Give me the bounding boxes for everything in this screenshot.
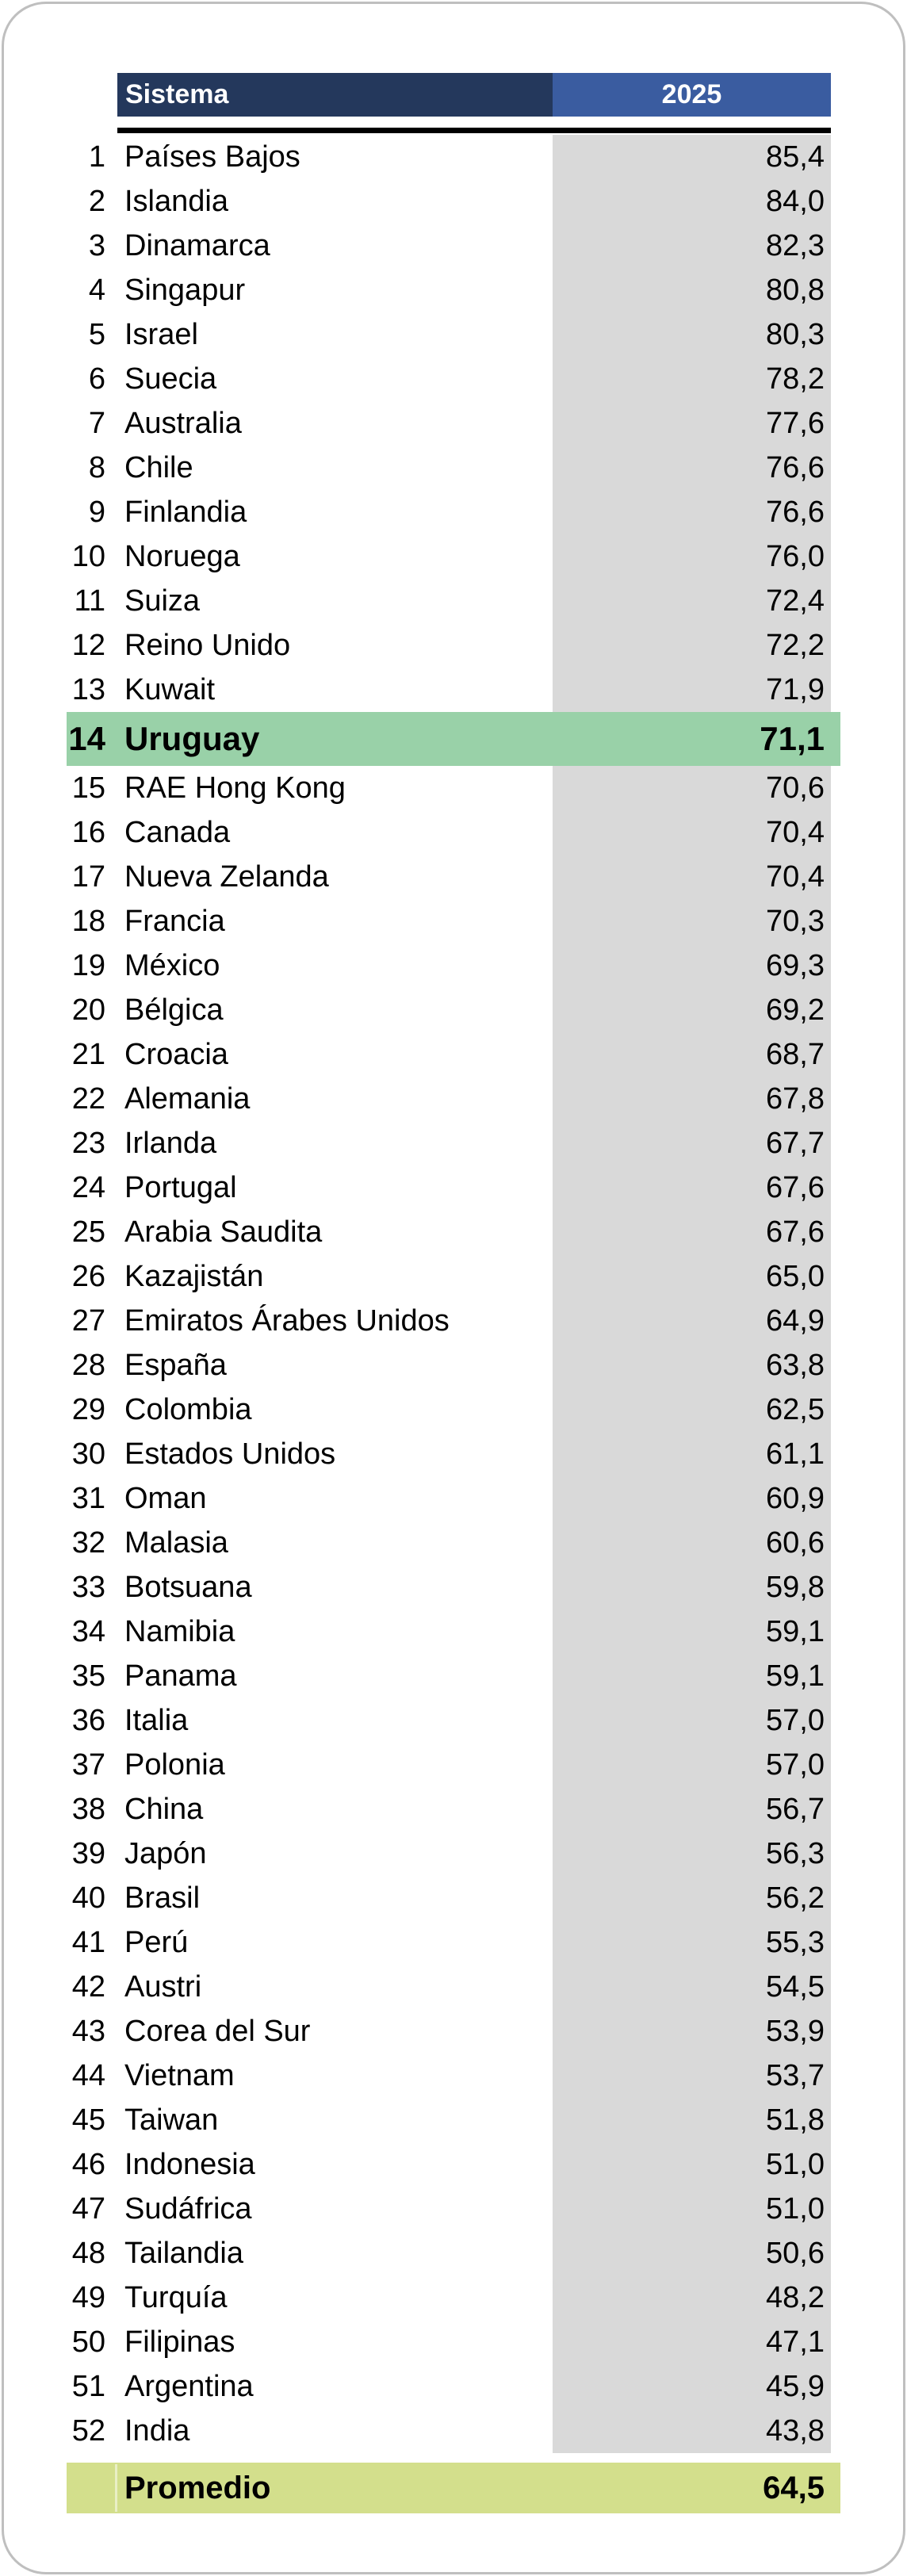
score-cell: 76,0 <box>553 534 831 579</box>
table-row <box>67 1743 840 1787</box>
table-body <box>0 135 907 2453</box>
score-cell: 76,6 <box>553 446 831 490</box>
country-name: Croacia <box>124 1037 228 1071</box>
score-cell: 56,3 <box>553 1832 831 1876</box>
score-cell: 78,2 <box>553 357 831 401</box>
table-row <box>67 855 840 899</box>
table-row <box>67 1343 840 1388</box>
rank-cell: 44 <box>71 2058 105 2092</box>
rank-cell: 11 <box>74 584 105 618</box>
table-row <box>67 2187 840 2231</box>
table-row <box>67 268 840 312</box>
rank-cell: 27 <box>71 1303 105 1338</box>
score-cell: 56,7 <box>553 1787 831 1832</box>
country-name: Polonia <box>124 1747 225 1782</box>
rank-cell: 12 <box>71 628 105 662</box>
country-name: Indonesia <box>124 2147 255 2181</box>
country-name: India <box>124 2413 190 2448</box>
table-row-highlighted <box>67 712 840 766</box>
rank-cell: 7 <box>88 406 105 440</box>
rank-cell: 8 <box>88 450 105 484</box>
country-name: Perú <box>124 1925 189 1959</box>
rank-cell: 5 <box>88 317 105 351</box>
country-name: Arabia Saudita <box>124 1215 323 1249</box>
table-row <box>67 1787 840 1832</box>
table-row <box>67 1476 840 1521</box>
score-cell: 69,3 <box>553 944 831 988</box>
table-row <box>67 1654 840 1698</box>
score-cell: 63,8 <box>553 1343 831 1388</box>
table-row <box>67 944 840 988</box>
score-cell: 56,2 <box>553 1876 831 1920</box>
table-row <box>67 988 840 1032</box>
score-cell: 61,1 <box>553 1432 831 1476</box>
score-cell: 47,1 <box>553 2320 831 2364</box>
country-name: Dinamarca <box>124 228 270 262</box>
country-name: Turquía <box>124 2280 228 2314</box>
score-cell: 51,0 <box>553 2187 831 2231</box>
table-row <box>67 490 840 534</box>
country-name: Portugal <box>124 1170 237 1204</box>
score-cell: 72,4 <box>553 579 831 623</box>
country-name: Japón <box>124 1836 207 1870</box>
country-name: Corea del Sur <box>124 2014 311 2048</box>
score-cell: 82,3 <box>553 224 831 268</box>
rank-cell: 46 <box>71 2147 105 2181</box>
rank-cell: 40 <box>71 1881 105 1915</box>
table-header-row <box>117 73 831 117</box>
table-row <box>67 1610 840 1654</box>
score-cell: 57,0 <box>553 1743 831 1787</box>
rank-cell: 1 <box>88 140 105 174</box>
score-cell: 72,2 <box>553 623 831 668</box>
country-name: Reino Unido <box>124 628 291 662</box>
country-name: Kuwait <box>124 672 216 706</box>
country-name: Italia <box>124 1703 189 1737</box>
table-row <box>67 2009 840 2054</box>
rank-cell: 36 <box>71 1703 105 1737</box>
rank-cell: 28 <box>71 1348 105 1382</box>
score-cell: 54,5 <box>553 1965 831 2009</box>
country-name: Filipinas <box>124 2325 235 2359</box>
rank-cell: 17 <box>71 859 105 894</box>
rank-cell: 38 <box>71 1792 105 1826</box>
rank-cell: 6 <box>88 362 105 396</box>
rank-cell: 3 <box>88 228 105 262</box>
rank-cell: 39 <box>71 1836 105 1870</box>
country-name: Vietnam <box>124 2058 235 2092</box>
score-cell: 70,4 <box>553 855 831 899</box>
score-cell: 48,2 <box>553 2276 831 2320</box>
table-row <box>67 1565 840 1610</box>
score-cell: 60,6 <box>553 1521 831 1565</box>
score-cell: 43,8 <box>553 2409 831 2453</box>
rank-cell: 24 <box>71 1170 105 1204</box>
table-row <box>67 2320 840 2364</box>
country-name: Colombia <box>124 1392 252 1426</box>
country-name: Finlandia <box>124 495 247 529</box>
rank-cell: 41 <box>71 1925 105 1959</box>
country-name: Suecia <box>124 362 217 396</box>
country-name: Malasia <box>124 1525 228 1560</box>
score-cell: 80,3 <box>553 312 831 357</box>
score-cell: 59,1 <box>553 1610 831 1654</box>
country-name: Israel <box>124 317 198 351</box>
score-cell: 80,8 <box>553 268 831 312</box>
country-name: Noruega <box>124 539 240 573</box>
table-row <box>67 312 840 357</box>
rank-cell: 29 <box>71 1392 105 1426</box>
score-cell: 71,9 <box>553 668 831 712</box>
country-name: Canada <box>124 815 231 849</box>
rank-cell: 13 <box>71 672 105 706</box>
table-row <box>67 1299 840 1343</box>
rank-cell: 34 <box>71 1614 105 1648</box>
country-name: España <box>124 1348 227 1382</box>
rank-cell: 16 <box>71 815 105 849</box>
score-cell: 70,3 <box>553 899 831 944</box>
table-row <box>67 1876 840 1920</box>
rank-cell: 49 <box>71 2280 105 2314</box>
score-cell: 51,8 <box>553 2098 831 2142</box>
table-row <box>67 1077 840 1121</box>
table-row <box>67 357 840 401</box>
table-row <box>67 1388 840 1432</box>
score-cell: 70,4 <box>553 810 831 855</box>
header-divider <box>117 128 831 133</box>
table-row <box>67 534 840 579</box>
table-row <box>67 1832 840 1876</box>
average-row <box>67 2463 840 2513</box>
table-row <box>67 2054 840 2098</box>
rank-cell: 26 <box>71 1259 105 1293</box>
score-cell: 53,9 <box>553 2009 831 2054</box>
rank-cell: 31 <box>71 1481 105 1515</box>
rank-cell: 2 <box>88 184 105 218</box>
country-name: Alemania <box>124 1081 251 1116</box>
score-cell: 68,7 <box>553 1032 831 1077</box>
table-row <box>67 1698 840 1743</box>
rank-cell: 19 <box>71 948 105 982</box>
rank-cell: 32 <box>71 1525 105 1560</box>
rank-cell: 33 <box>71 1570 105 1604</box>
table-row <box>67 1965 840 2009</box>
table-row <box>67 623 840 668</box>
country-name: Singapur <box>124 273 246 307</box>
table-row <box>67 1254 840 1299</box>
rank-cell: 15 <box>71 771 105 805</box>
country-name: Australia <box>124 406 242 440</box>
rank-cell: 20 <box>71 993 105 1027</box>
score-cell: 64,9 <box>553 1299 831 1343</box>
rank-cell: 45 <box>71 2103 105 2137</box>
rank-cell: 50 <box>71 2325 105 2359</box>
rank-cell: 10 <box>71 539 105 573</box>
rank-cell: 30 <box>71 1437 105 1471</box>
score-cell: 71,1 <box>760 720 825 757</box>
average-value: 64,5 <box>763 2470 825 2505</box>
rank-cell: 48 <box>71 2236 105 2270</box>
country-name: Argentina <box>124 2369 254 2403</box>
rank-cell: 4 <box>88 273 105 307</box>
country-name: Sudáfrica <box>124 2191 252 2226</box>
score-cell: 59,8 <box>553 1565 831 1610</box>
score-cell: 67,6 <box>553 1210 831 1254</box>
score-cell: 67,7 <box>553 1121 831 1166</box>
country-name: Nueva Zelanda <box>124 859 329 894</box>
country-name: Namibia <box>124 1614 235 1648</box>
country-name: Kazajistán <box>124 1259 264 1293</box>
country-name: Oman <box>124 1481 207 1515</box>
score-cell: 45,9 <box>553 2364 831 2409</box>
average-row-divider <box>115 2464 117 2512</box>
country-name: Islandia <box>124 184 228 218</box>
table-row <box>67 135 840 179</box>
country-name: China <box>124 1792 204 1826</box>
score-cell: 55,3 <box>553 1920 831 1965</box>
country-name: México <box>124 948 220 982</box>
country-name: Taiwan <box>124 2103 219 2137</box>
rank-cell: 9 <box>88 495 105 529</box>
rank-cell: 21 <box>71 1037 105 1071</box>
country-name: Austri <box>124 1969 202 2004</box>
score-cell: 60,9 <box>553 1476 831 1521</box>
country-name: Países Bajos <box>124 140 300 174</box>
country-name: Uruguay <box>124 720 260 757</box>
score-cell: 76,6 <box>553 490 831 534</box>
table-row <box>67 579 840 623</box>
table-row <box>67 810 840 855</box>
country-name: Irlanda <box>124 1126 217 1160</box>
rank-cell: 52 <box>71 2413 105 2448</box>
table-row <box>67 1032 840 1077</box>
average-label: Promedio <box>124 2470 271 2505</box>
country-name: Chile <box>124 450 193 484</box>
table-row <box>67 1210 840 1254</box>
table-row <box>67 2364 840 2409</box>
country-name: RAE Hong Kong <box>124 771 346 805</box>
table-row <box>67 899 840 944</box>
table-row <box>67 1432 840 1476</box>
score-cell: 67,6 <box>553 1166 831 1210</box>
country-name: Emiratos Árabes Unidos <box>124 1303 450 1338</box>
country-name: Brasil <box>124 1881 201 1915</box>
country-name: Estados Unidos <box>124 1437 336 1471</box>
table-row <box>67 766 840 810</box>
rank-cell: 23 <box>71 1126 105 1160</box>
table-row <box>67 1920 840 1965</box>
table-row <box>67 1521 840 1565</box>
rank-cell: 42 <box>71 1969 105 2004</box>
rank-cell: 47 <box>71 2191 105 2226</box>
score-cell: 62,5 <box>553 1388 831 1432</box>
score-cell: 65,0 <box>553 1254 831 1299</box>
score-cell: 69,2 <box>553 988 831 1032</box>
score-cell: 59,1 <box>553 1654 831 1698</box>
country-name: Francia <box>124 904 225 938</box>
score-cell: 84,0 <box>553 179 831 224</box>
table-row <box>67 668 840 712</box>
table-row <box>67 2231 840 2276</box>
country-name: Bélgica <box>124 993 224 1027</box>
country-name: Tailandia <box>124 2236 243 2270</box>
table-row <box>67 224 840 268</box>
table-row <box>67 2142 840 2187</box>
country-name: Suiza <box>124 584 201 618</box>
rank-cell: 14 <box>68 720 105 757</box>
table-row <box>67 446 840 490</box>
score-cell: 57,0 <box>553 1698 831 1743</box>
table-row <box>67 179 840 224</box>
column-header-2025: 2025 <box>553 73 831 117</box>
score-cell: 85,4 <box>553 135 831 179</box>
table-row <box>67 2409 840 2453</box>
table-row <box>67 1121 840 1166</box>
rank-cell: 18 <box>71 904 105 938</box>
column-header-sistema: Sistema <box>117 73 553 117</box>
score-cell: 53,7 <box>553 2054 831 2098</box>
table-row <box>67 1166 840 1210</box>
country-name: Botsuana <box>124 1570 252 1604</box>
score-cell: 77,6 <box>553 401 831 446</box>
rank-cell: 25 <box>71 1215 105 1249</box>
rank-cell: 37 <box>71 1747 105 1782</box>
rank-cell: 35 <box>71 1659 105 1693</box>
rank-cell: 51 <box>71 2369 105 2403</box>
score-cell: 70,6 <box>553 766 831 810</box>
score-cell: 51,0 <box>553 2142 831 2187</box>
score-cell: 67,8 <box>553 1077 831 1121</box>
table-row <box>67 401 840 446</box>
score-cell: 50,6 <box>553 2231 831 2276</box>
table-row <box>67 2098 840 2142</box>
country-name: Panama <box>124 1659 237 1693</box>
rank-cell: 43 <box>71 2014 105 2048</box>
table-row <box>67 2276 840 2320</box>
rank-cell: 22 <box>71 1081 105 1116</box>
